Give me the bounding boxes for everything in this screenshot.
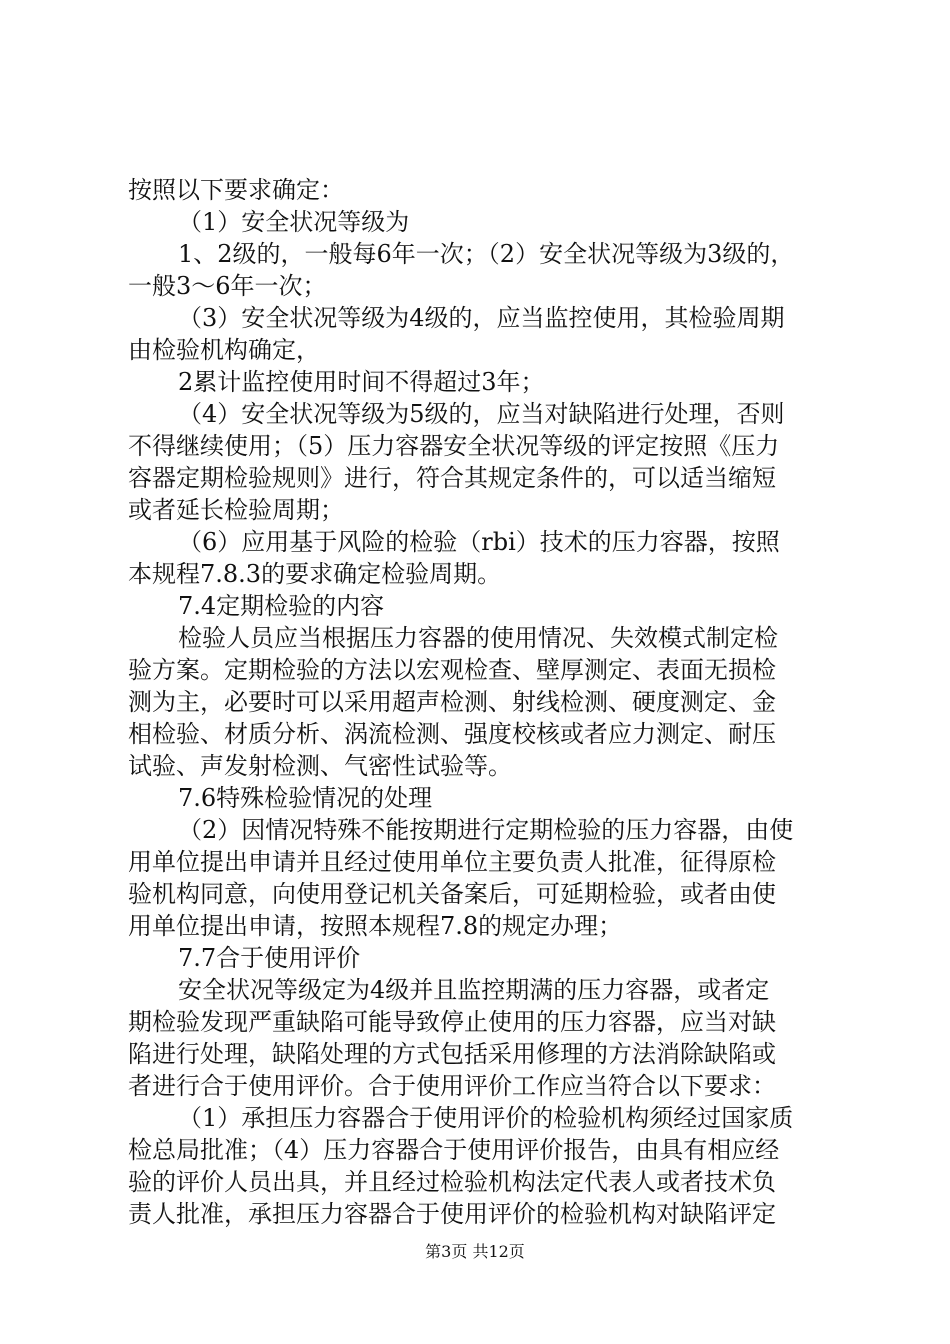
text-line: 验的评价人员出具，并且经过检验机构法定代表人或者技术负 (128, 1168, 776, 1196)
text-line: 责人批准，承担压力容器合于使用评价的检验机构对缺陷评定 (128, 1200, 776, 1228)
text-line: 一般3～6年一次； (128, 272, 327, 300)
text-line: （1）安全状况等级为 (178, 208, 410, 236)
text-line: 者进行合于使用评价。合于使用评价工作应当符合以下要求： (128, 1072, 776, 1100)
text-line: 本规程7.8.3的要求确定检验周期。 (128, 560, 502, 588)
text-line: 相检验、材质分析、涡流检测、强度校核或者应力测定、耐压 (128, 720, 776, 748)
text-line: 安全状况等级定为4级并且监控期满的压力容器，或者定 (178, 976, 770, 1004)
text-line: 测为主，必要时可以采用超声检测、射线检测、硬度测定、金 (128, 688, 776, 716)
text-line: （2）因情况特殊不能按期进行定期检验的压力容器，由使 (178, 816, 794, 844)
text-line: 试验、声发射检测、气密性试验等。 (128, 752, 512, 780)
text-line: 用单位提出申请，按照本规程7.8的规定办理； (128, 912, 623, 940)
text-line: 检验人员应当根据压力容器的使用情况、失效模式制定检 (178, 624, 778, 652)
text-line: 验机构同意，向使用登记机关备案后，可延期检验，或者由使 (128, 880, 776, 908)
text-line: （4）安全状况等级为5级的，应当对缺陷进行处理，否则 (178, 400, 785, 428)
text-line: 或者延长检验周期； (128, 496, 344, 524)
section-heading: 7.7合于使用评价 (178, 944, 361, 972)
text-line: 陷进行处理，缺陷处理的方式包括采用修理的方法消除缺陷或 (128, 1040, 776, 1068)
text-line: （6）应用基于风险的检验（rbi）技术的压力容器，按照 (178, 528, 780, 556)
section-heading: 7.6特殊检验情况的处理 (178, 784, 433, 812)
text-line: 检总局批准；（4）压力容器合于使用评价报告，由具有相应经 (128, 1136, 780, 1164)
text-line: 1、2级的，一般每6年一次；（2）安全状况等级为3级的， (178, 240, 795, 268)
text-line: 2累计监控使用时间不得超过3年； (178, 368, 545, 396)
section-heading: 7.4定期检验的内容 (178, 592, 385, 620)
text-line: 不得继续使用；（5）压力容器安全状况等级的评定按照《压力 (128, 432, 780, 460)
text-line: 容器定期检验规则》进行，符合其规定条件的，可以适当缩短 (128, 464, 776, 492)
page-number-footer: 第3页 共12页 (425, 1242, 525, 1261)
text-line: 按照以下要求确定： (128, 176, 344, 204)
text-line: （1）承担压力容器合于使用评价的检验机构须经过国家质 (178, 1104, 794, 1132)
text-line: 验方案。定期检验的方法以宏观检查、壁厚测定、表面无损检 (128, 656, 776, 684)
text-line: 由检验机构确定， (128, 336, 320, 364)
text-line: （3）安全状况等级为4级的，应当监控使用，其检验周期 (178, 304, 785, 332)
text-line: 用单位提出申请并且经过使用单位主要负责人批准，征得原检 (128, 848, 776, 876)
text-line: 期检验发现严重缺陷可能导致停止使用的压力容器，应当对缺 (128, 1008, 776, 1036)
